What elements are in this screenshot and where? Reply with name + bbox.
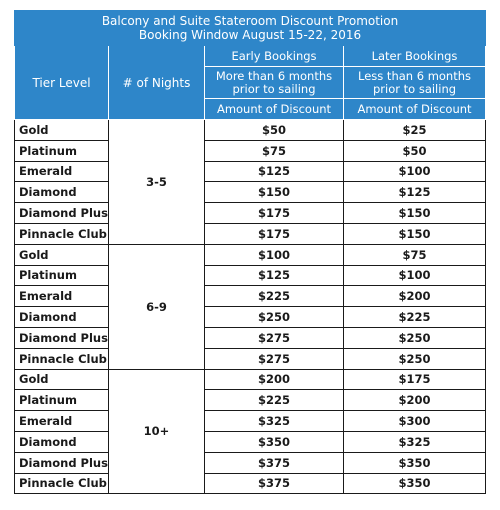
later-discount-cell: $325	[344, 431, 486, 452]
early-desc-line-2: prior to sailing	[232, 81, 316, 96]
table-row	[15, 223, 486, 244]
later-discount-cell: $150	[344, 203, 486, 224]
tier-level-cell: Platinum	[15, 390, 109, 411]
table-row	[15, 473, 486, 494]
tier-level-cell: Emerald	[15, 286, 109, 307]
nights-header: # of Nights	[109, 46, 205, 120]
early-discount-cell: $225	[205, 286, 344, 307]
table-row	[15, 327, 486, 348]
later-discount-cell: $200	[344, 390, 486, 411]
early-bookings-header: Early Bookings	[205, 46, 344, 67]
later-discount-cell: $25	[344, 120, 486, 141]
table-row	[15, 452, 486, 473]
later-discount-cell: $125	[344, 182, 486, 203]
tier-level-header: Tier Level	[15, 46, 109, 120]
early-discount-cell: $175	[205, 223, 344, 244]
early-discount-cell: $375	[205, 452, 344, 473]
table-row	[15, 140, 486, 161]
later-amount-header: Amount of Discount	[344, 99, 486, 120]
later-discount-cell: $100	[344, 161, 486, 182]
early-discount-cell: $350	[205, 431, 344, 452]
table-row	[15, 203, 486, 224]
early-discount-cell: $275	[205, 348, 344, 369]
table-row	[15, 431, 486, 452]
later-discount-cell: $350	[344, 473, 486, 494]
tier-level-cell: Gold	[15, 369, 109, 390]
title-line-1: Balcony and Suite Stateroom Discount Promotion	[101, 14, 399, 28]
early-discount-cell: $50	[205, 120, 344, 141]
tier-level-cell: Pinnacle Club	[15, 473, 109, 494]
early-discount-cell: $125	[205, 265, 344, 286]
later-discount-cell: $50	[344, 140, 486, 161]
later-bookings-header: Later Bookings	[344, 46, 486, 67]
later-discount-cell: $350	[344, 452, 486, 473]
tier-level-cell: Diamond	[15, 307, 109, 328]
early-discount-cell: $200	[205, 369, 344, 390]
table-row	[15, 265, 486, 286]
early-discount-cell: $375	[205, 473, 344, 494]
early-discount-cell: $100	[205, 244, 344, 265]
tier-level-cell: Emerald	[15, 411, 109, 432]
table-row	[15, 390, 486, 411]
table-row	[15, 120, 486, 141]
early-discount-cell: $150	[205, 182, 344, 203]
later-discount-cell: $250	[344, 348, 486, 369]
table-row	[15, 286, 486, 307]
later-desc-line-2: prior to sailing	[372, 81, 457, 96]
tier-level-cell: Platinum	[15, 140, 109, 161]
tier-level-cell: Diamond	[15, 182, 109, 203]
table-row	[15, 348, 486, 369]
tier-level-cell: Pinnacle Club	[15, 223, 109, 244]
tier-level-cell: Diamond	[15, 431, 109, 452]
table-header	[15, 11, 486, 120]
tier-level-cell: Emerald	[15, 161, 109, 182]
early-discount-cell: $325	[205, 411, 344, 432]
early-discount-cell: $175	[205, 203, 344, 224]
later-discount-cell: $225	[344, 307, 486, 328]
later-discount-cell: $175	[344, 369, 486, 390]
tier-level-cell: Pinnacle Club	[15, 348, 109, 369]
nights-cell: 10+	[109, 369, 205, 494]
later-desc-line-1: Less than 6 months	[358, 68, 472, 83]
discount-table-container	[14, 10, 485, 494]
tier-level-cell: Diamond Plus	[15, 452, 109, 473]
later-discount-cell: $100	[344, 265, 486, 286]
tier-level-cell: Gold	[15, 120, 109, 141]
nights-cell: 3-5	[109, 120, 205, 245]
tier-level-cell: Diamond Plus	[15, 327, 109, 348]
table-row	[15, 411, 486, 432]
table-row	[15, 161, 486, 182]
later-discount-cell: $75	[344, 244, 486, 265]
title-line-2: Booking Window August 15-22, 2016	[138, 28, 362, 42]
early-discount-cell: $125	[205, 161, 344, 182]
table-row	[15, 369, 486, 390]
early-discount-cell: $250	[205, 307, 344, 328]
tier-level-cell: Platinum	[15, 265, 109, 286]
later-discount-cell: $300	[344, 411, 486, 432]
early-bookings-description	[205, 67, 344, 99]
early-discount-cell: $275	[205, 327, 344, 348]
table-title	[15, 11, 486, 46]
table-row	[15, 244, 486, 265]
tier-level-cell: Gold	[15, 244, 109, 265]
later-discount-cell: $200	[344, 286, 486, 307]
later-discount-cell: $250	[344, 327, 486, 348]
table-body	[15, 120, 486, 494]
table-row	[15, 307, 486, 328]
discount-table	[14, 10, 486, 494]
early-amount-header: Amount of Discount	[205, 99, 344, 120]
early-discount-cell: $75	[205, 140, 344, 161]
later-discount-cell: $150	[344, 223, 486, 244]
tier-level-cell: Diamond Plus	[15, 203, 109, 224]
table-row	[15, 182, 486, 203]
nights-cell: 6-9	[109, 244, 205, 369]
early-discount-cell: $225	[205, 390, 344, 411]
early-desc-line-1: More than 6 months	[215, 68, 333, 83]
later-bookings-description	[344, 67, 486, 99]
